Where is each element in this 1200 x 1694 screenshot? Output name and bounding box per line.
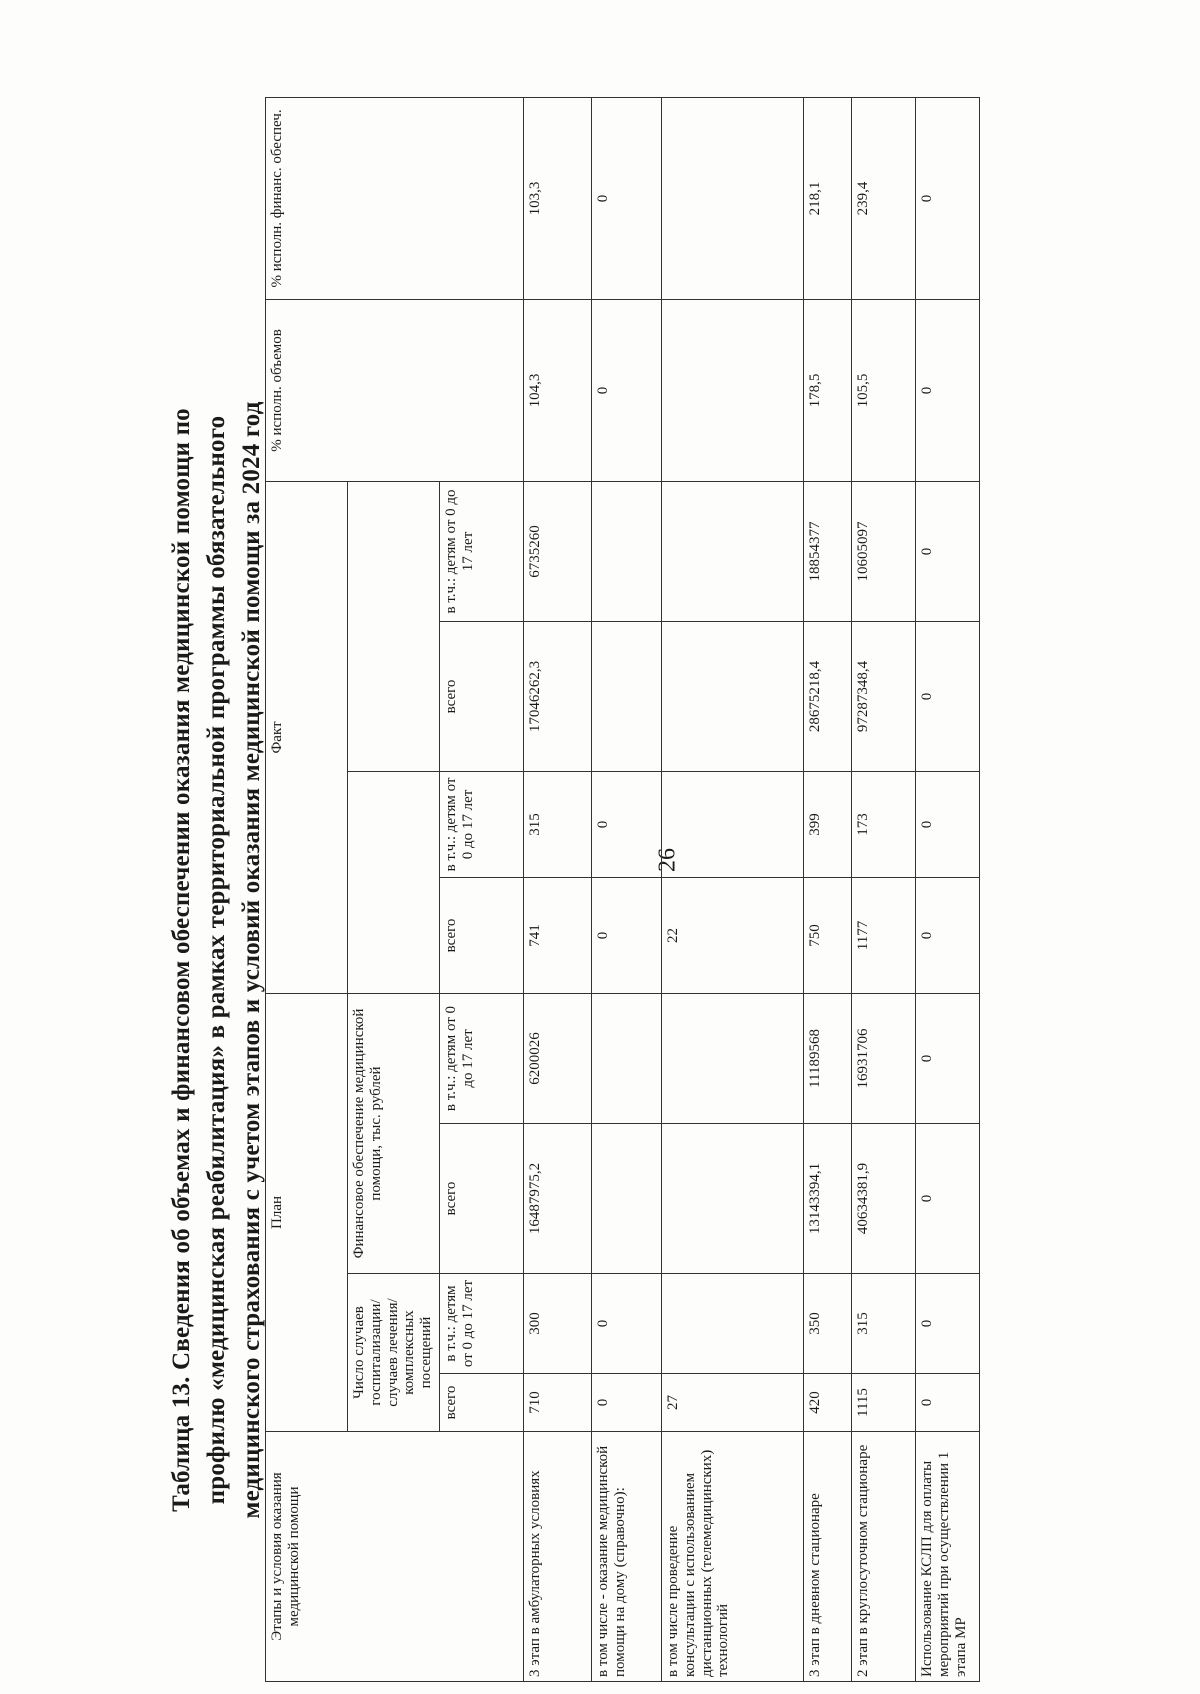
fact-fin-total: 97287348,4 — [852, 621, 916, 771]
table-title-line-3: медицинского страхования с учетом этапов и условий оказания медицинской помощи за 2024 год — [238, 401, 265, 1519]
plan-fin-children — [662, 993, 804, 1123]
plan-cases-children: 0 — [916, 1274, 980, 1374]
fact-cases-total: 741 — [524, 877, 592, 993]
table-row — [804, 97, 852, 1681]
plan-cases-total: 27 — [662, 1374, 804, 1432]
header-fact-cases-children: в т.ч.: детям от 0 до 17 лет — [440, 771, 524, 877]
header-plan-fin-children: в т.ч.: детям от 0 до 17 лет — [440, 993, 524, 1123]
table-row — [524, 97, 592, 1681]
header-stage: Этапы и условия оказания медицинской помощи — [266, 1432, 524, 1682]
pct-volume: 104,3 — [524, 299, 592, 481]
table-row — [592, 97, 662, 1681]
plan-cases-children: 300 — [524, 1274, 592, 1374]
header-plan: План — [266, 993, 348, 1431]
header-fact-finance — [348, 481, 440, 771]
plan-cases-total: 0 — [916, 1374, 980, 1432]
plan-cases-total: 420 — [804, 1374, 852, 1432]
pct-finance: 0 — [592, 97, 662, 299]
table-row — [916, 97, 980, 1681]
fact-cases-children: 0 — [916, 771, 980, 877]
plan-fin-total — [592, 1124, 662, 1274]
pct-finance: 239,4 — [852, 97, 916, 299]
plan-fin-total: 40634381,9 — [852, 1124, 916, 1274]
plan-fin-total: 0 — [916, 1124, 980, 1274]
row-label: Использование КСЛП для оплаты мероприятий при осуществлении 1 этапа МР — [916, 1432, 980, 1682]
fact-fin-total — [592, 621, 662, 771]
fact-cases-children: 315 — [524, 771, 592, 877]
fact-cases-total: 0 — [592, 877, 662, 993]
fact-cases-children — [662, 771, 804, 877]
pct-finance: 0 — [916, 97, 980, 299]
fact-fin-children: 6735260 — [524, 481, 592, 621]
header-pct-finance: % исполн. финанс. обеспеч. — [266, 97, 524, 299]
header-plan-fin-total: всего — [440, 1124, 524, 1274]
pct-volume: 105,5 — [852, 299, 916, 481]
header-fact-fin-total: всего — [440, 621, 524, 771]
fact-fin-total: 28675218,4 — [804, 621, 852, 771]
table-row — [662, 97, 804, 1681]
row-label: 2 этап в круглосуточном стационаре — [852, 1432, 916, 1682]
plan-fin-children: 6200026 — [524, 993, 592, 1123]
fact-fin-children: 10605097 — [852, 481, 916, 621]
header-plan-cases: Число случаев госпитализации/ случаев лечения/ комплексных посещений — [348, 1274, 440, 1432]
plan-cases-children — [662, 1274, 804, 1374]
plan-fin-children: 0 — [916, 993, 980, 1123]
fact-fin-children: 0 — [916, 481, 980, 621]
row-label: в том числе - оказание медицинской помощи на дому (справочно): — [592, 1432, 662, 1682]
row-label: 3 этап в амбулаторных условиях — [524, 1432, 592, 1682]
pct-finance — [662, 97, 804, 299]
fact-cases-total: 1177 — [852, 877, 916, 993]
fact-fin-total: 17046262,3 — [524, 621, 592, 771]
fact-fin-children — [592, 481, 662, 621]
plan-fin-children: 16931706 — [852, 993, 916, 1123]
plan-cases-children: 350 — [804, 1274, 852, 1374]
plan-cases-total: 710 — [524, 1374, 592, 1432]
header-fact: Факт — [266, 481, 348, 993]
fact-cases-children: 0 — [592, 771, 662, 877]
fact-cases-children: 173 — [852, 771, 916, 877]
plan-cases-total: 1115 — [852, 1374, 916, 1432]
plan-cases-children: 315 — [852, 1274, 916, 1374]
row-label: в том числе проведение консультации с использованием дистанционных (телемедицинских) технологий — [662, 1432, 804, 1682]
rehabilitation-table — [265, 98, 979, 1682]
plan-fin-children — [592, 993, 662, 1123]
fact-cases-total: 750 — [804, 877, 852, 993]
row-label: 3 этап в дневном стационаре — [804, 1432, 852, 1682]
fact-cases-children: 399 — [804, 771, 852, 877]
page-number: 26 — [654, 848, 681, 872]
pct-finance: 103,3 — [524, 97, 592, 299]
pct-volume: 0 — [916, 299, 980, 481]
plan-cases-children: 0 — [592, 1274, 662, 1374]
fact-cases-total: 22 — [662, 877, 804, 993]
plan-cases-total: 0 — [592, 1374, 662, 1432]
table-title-line-1: Таблица 13. Сведения об объемах и финансовом обеспечении оказания медицинской помощи по — [168, 408, 195, 1512]
pct-volume: 178,5 — [804, 299, 852, 481]
header-fact-cases — [348, 771, 440, 993]
header-fact-fin-children: в т.ч.: детям от 0 до 17 лет — [440, 481, 524, 621]
header-plan-cases-children: в т.ч.: детям от 0 до 17 лет — [440, 1274, 524, 1374]
table-title-line-2: профилю «медицинская реабилитация» в рамках территориальной программы обязательного — [203, 415, 230, 1505]
pct-volume — [662, 299, 804, 481]
header-fact-cases-total: всего — [440, 877, 524, 993]
pct-finance: 218,1 — [804, 97, 852, 299]
fact-fin-children — [662, 481, 804, 621]
table-row — [852, 97, 916, 1681]
fact-fin-children: 18854377 — [804, 481, 852, 621]
plan-fin-total: 13143394,1 — [804, 1124, 852, 1274]
fact-cases-total: 0 — [916, 877, 980, 993]
plan-fin-children: 11189568 — [804, 993, 852, 1123]
fact-fin-total: 0 — [916, 621, 980, 771]
pct-volume: 0 — [592, 299, 662, 481]
plan-fin-total — [662, 1124, 804, 1274]
plan-fin-total: 16487975,2 — [524, 1124, 592, 1274]
header-plan-finance: Финансовое обеспечение медицинской помощи, тыс. рублей — [348, 993, 440, 1273]
header-pct-volume: % исполн. объемов — [266, 299, 524, 481]
header-plan-cases-total: всего — [440, 1374, 524, 1432]
fact-fin-total — [662, 621, 804, 771]
